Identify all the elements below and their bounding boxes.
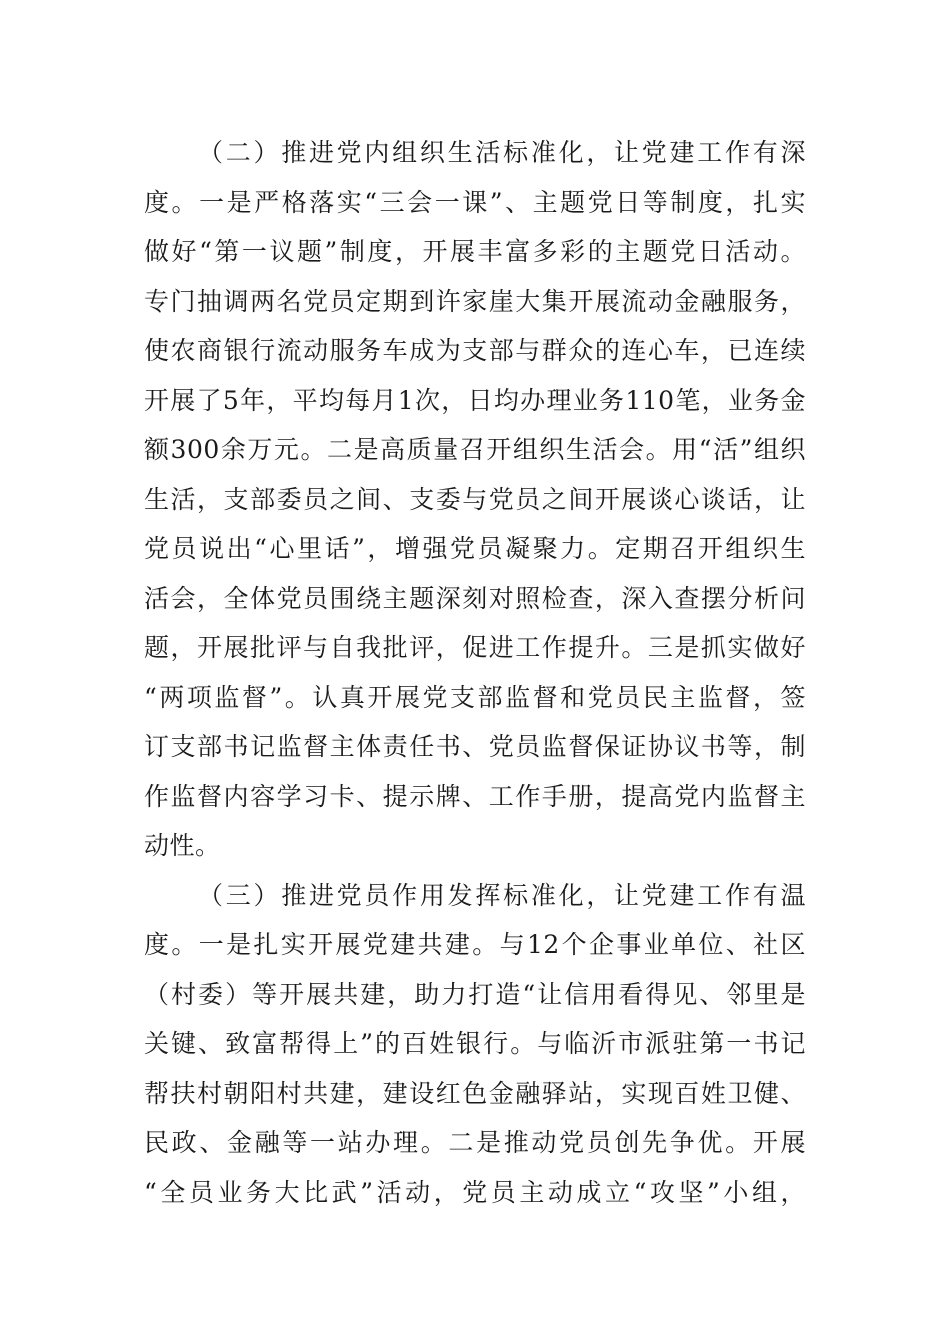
paragraph-2-line-4: 关键、致富帮得上”的百姓银行。与临沂市派驻第一书记	[144, 1029, 806, 1058]
paragraph-1-line-9: 党员说出“心里话”，增强党员凝聚力。定期召开组织生	[144, 534, 806, 563]
paragraph-1-line-6: 开展了5年，平均每月1次，日均办理业务110笔，业务金	[144, 385, 806, 415]
paragraph-1-line-12: “两项监督”。认真开展党支部监督和党员民主监督，签	[144, 682, 806, 712]
paragraph-1-line-3: 做好“第一议题”制度，开展丰富多彩的主题党日活动。	[144, 237, 806, 266]
paragraph-1-line-7: 额300余万元。二是高质量召开组织生活会。用“活”组织	[144, 435, 806, 464]
paragraph-1-line-11: 题，开展批评与自我批评，促进工作提升。三是抓实做好	[144, 633, 806, 662]
paragraph-1-line-13: 订支部书记监督主体责任书、党员监督保证协议书等，制	[144, 732, 806, 761]
paragraph-2-line-7: “全员业务大比武”活动，党员主动成立“攻坚”小组，	[144, 1177, 806, 1207]
paragraph-2-line-1: （三）推进党员作用发挥标准化，让党建工作有温	[198, 880, 806, 910]
paragraph-1-line-4: 专门抽调两名党员定期到许家崖大集开展流动金融服务，	[144, 286, 806, 316]
paragraph-2-line-2: 度。一是扎实开展党建共建。与12个企事业单位、社区	[144, 930, 806, 959]
paragraph-1-line-14: 作监督内容学习卡、提示牌、工作手册，提高党内监督主	[144, 781, 806, 811]
paragraph-1-line-1: （二）推进党内组织生活标准化，让党建工作有深	[198, 138, 806, 167]
paragraph-1-line-15: 动性。	[144, 831, 221, 860]
paragraph-2-line-3: （村委）等开展共建，助力打造“让信用看得见、邻里是	[144, 979, 806, 1009]
paragraph-1-line-8: 生活，支部委员之间、支委与党员之间开展谈心谈话，让	[144, 484, 806, 514]
paragraph-1-line-5: 使农商银行流动服务车成为支部与群众的连心车，已连续	[144, 336, 806, 365]
paragraph-2-line-5: 帮扶村朝阳村共建，建设红色金融驿站，实现百姓卫健、	[144, 1078, 806, 1108]
paragraph-1-line-10: 活会，全体党员围绕主题深刻对照检查，深入查摆分析问	[144, 583, 806, 613]
document-body	[144, 128, 806, 1217]
paragraph-2-line-6: 民政、金融等一站办理。二是推动党员创先争优。开展	[144, 1128, 806, 1157]
paragraph-1-line-2: 度。一是严格落实“三会一课”、主题党日等制度，扎实	[144, 187, 806, 217]
